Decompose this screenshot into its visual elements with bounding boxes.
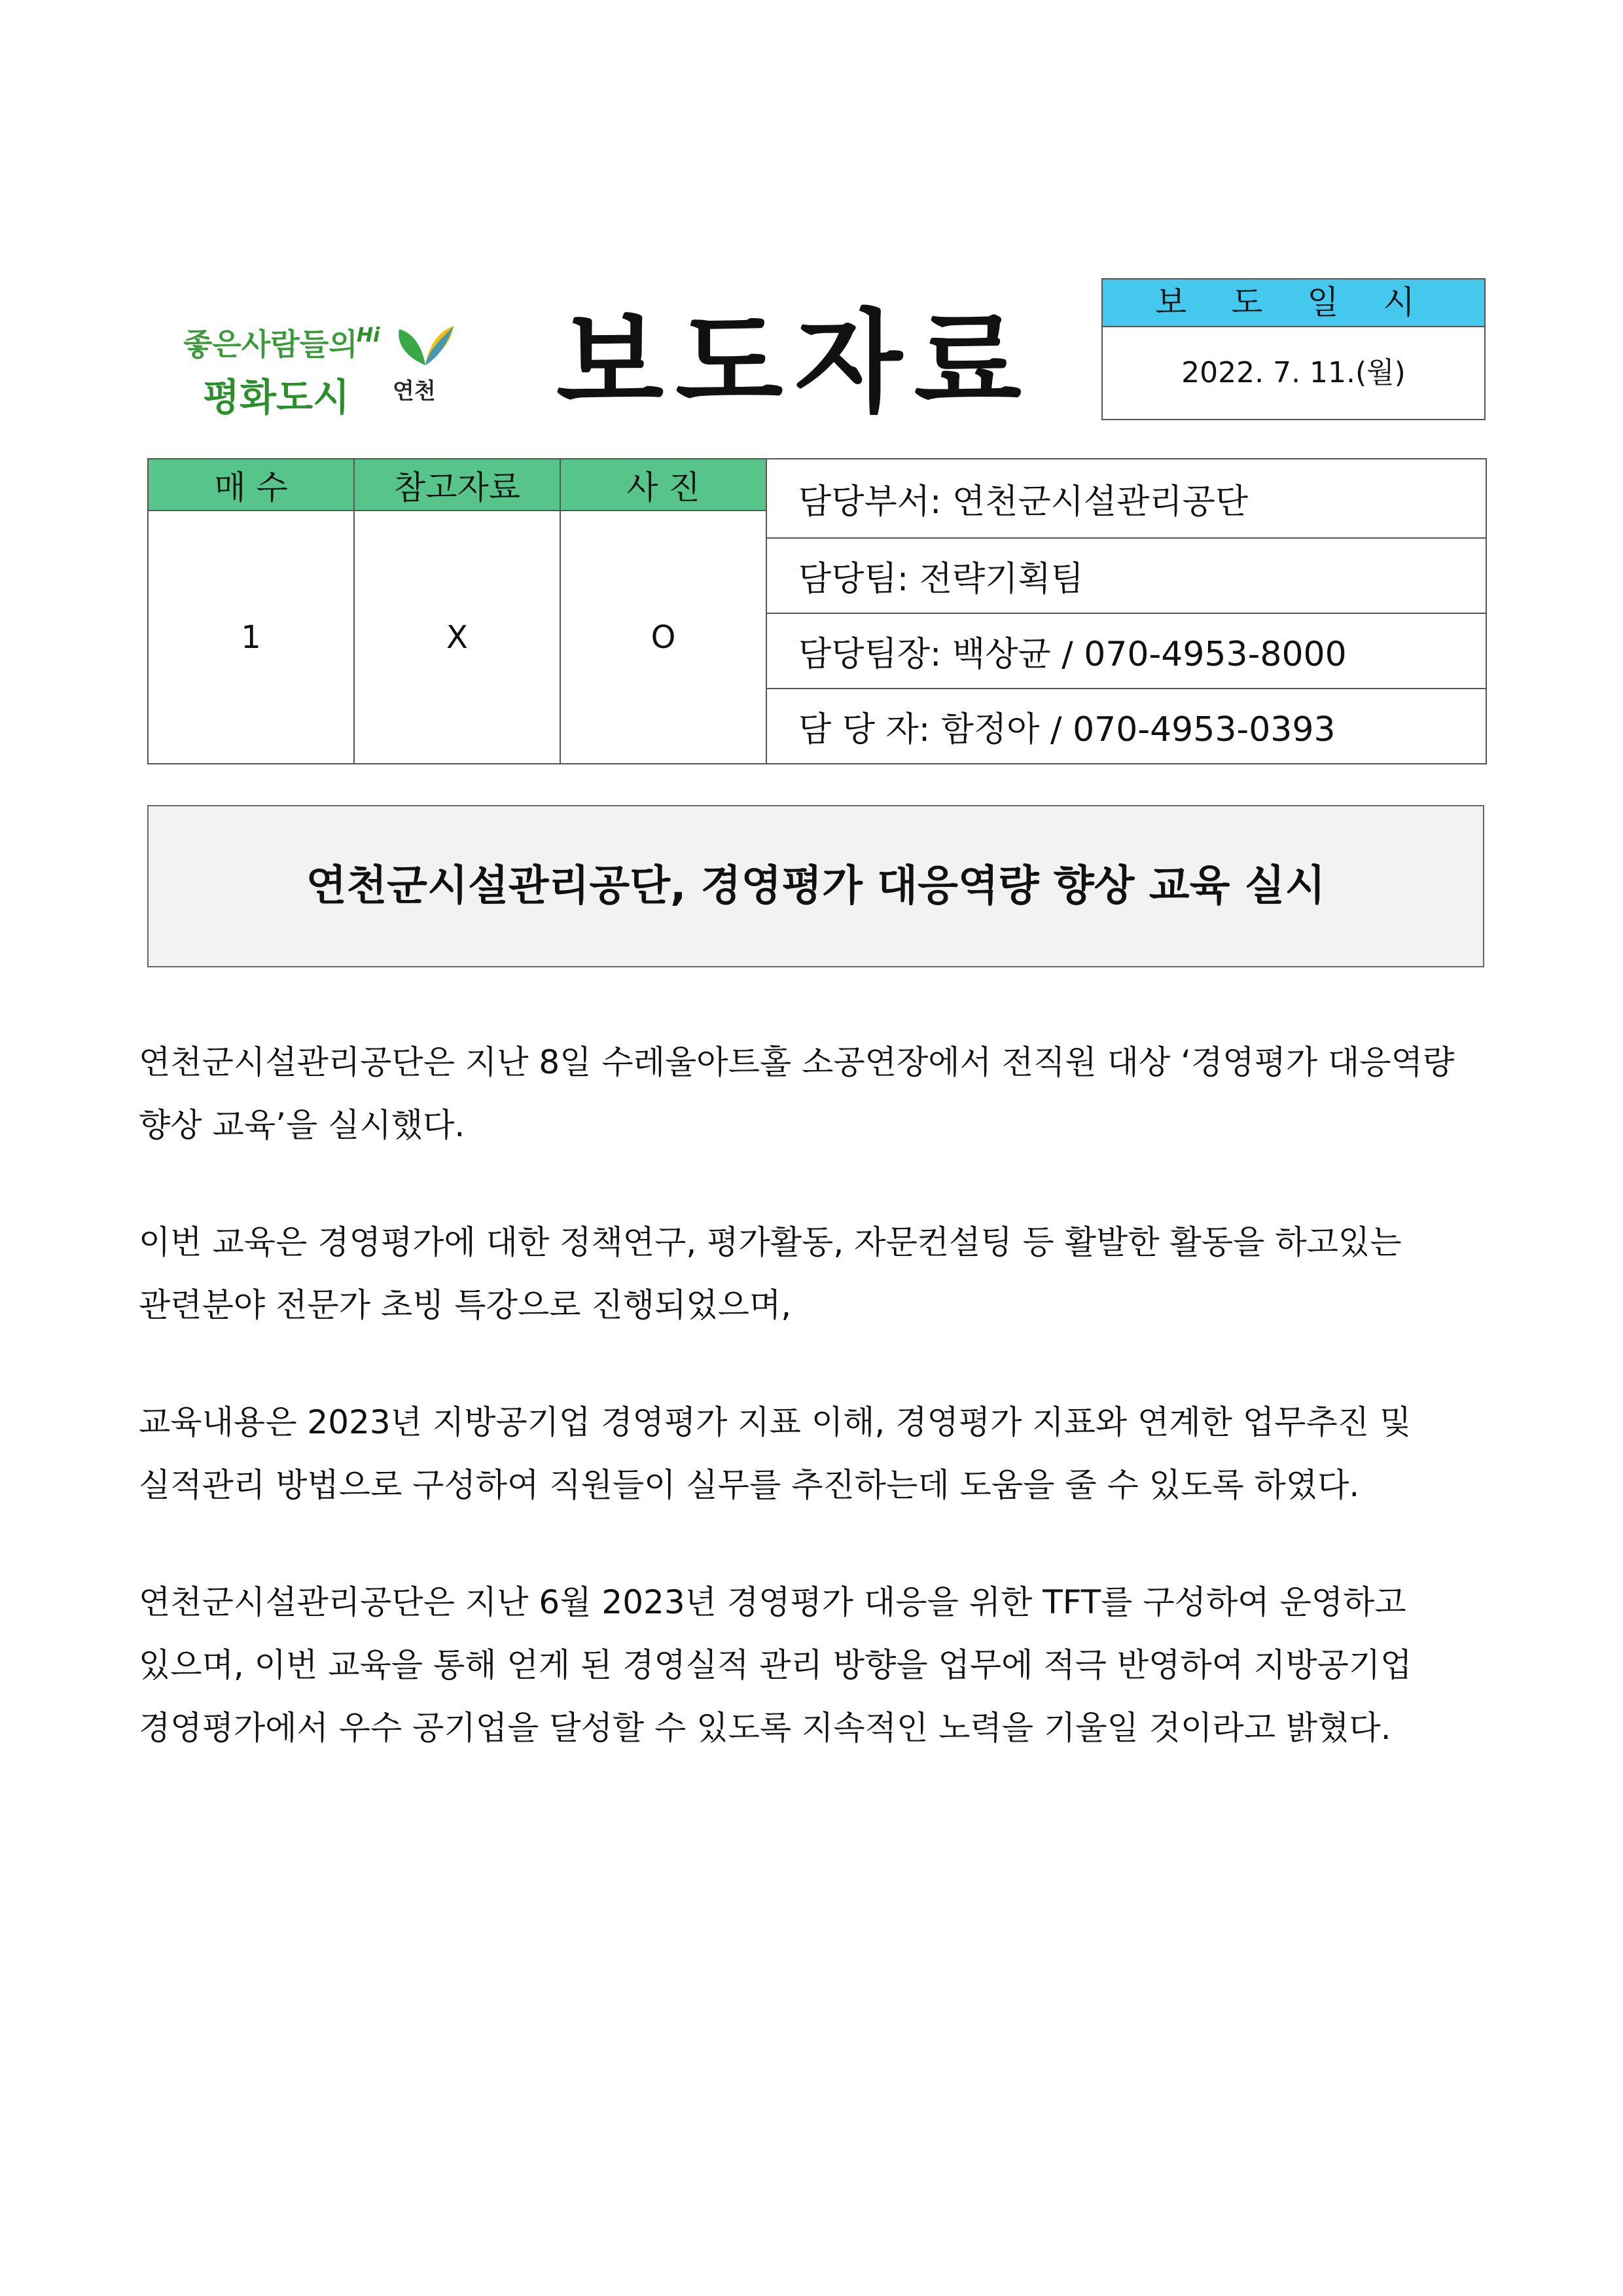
header-reference: 참고자료 [354, 459, 560, 511]
logo-peace-city: 평화도시 [203, 375, 350, 420]
paragraph-3 [139, 1391, 1487, 1516]
paragraph-line: 이번 교육은 경영평가에 대한 정책연구, 평가활동, 자문컨설팅 등 활발한 활동을 하고있는 [139, 1223, 1402, 1261]
value-photo: O [560, 511, 766, 764]
release-date-value: 2022. 7. 11.(월) [1181, 356, 1406, 389]
header-page-count: 매 수 [148, 459, 354, 511]
contact-person: 담 당 자: 함정아 / 070-4953-0393 [766, 689, 1486, 764]
logo-slogan [183, 321, 358, 364]
paragraph-line: 관련분야 전문가 초빙 특강으로 진행되었으며, [139, 1286, 792, 1324]
logo-slogan-text: 좋은사람들의 [183, 327, 358, 362]
logo-hi: Hi [357, 324, 380, 347]
value-page-count: 1 [148, 511, 354, 764]
paragraph-1 [139, 1031, 1487, 1157]
paragraph-line: 실적관리 방법으로 구성하여 직원들이 실무를 추진하는데 도움을 줄 수 있도록 하였다. [139, 1466, 1360, 1504]
butterfly-icon [389, 319, 461, 372]
paragraph-line: 경영평가에서 우수 공기업을 달성할 수 있도록 지속적인 노력을 기울일 것이라고 밝혔다. [139, 1709, 1391, 1747]
paragraph-line: 연천군시설관리공단은 지난 6월 2023년 경영평가 대응을 위한 TFT를 구성하여 운영하고 [139, 1583, 1406, 1621]
release-date-box [1101, 278, 1486, 420]
header-photo: 사 진 [560, 459, 766, 511]
city-logo [177, 314, 465, 425]
contact-department: 담당부서: 연천군시설관리공단 [766, 459, 1486, 538]
release-date-label: 보 도 일 시 [1103, 279, 1484, 327]
contact-team-leader: 담당팀장: 백상균 / 070-4953-8000 [766, 613, 1486, 689]
value-reference: X [354, 511, 560, 764]
contact-team: 담당팀: 전략기획팀 [766, 538, 1486, 613]
paragraph-4 [139, 1571, 1487, 1759]
paragraph-line: 연천군시설관리공단은 지난 8일 수레울아트홀 소공연장에서 전직원 대상 ‘경영평가 대응역량 [139, 1043, 1455, 1081]
paragraph-2 [139, 1211, 1487, 1336]
headline: 연천군시설관리공단, 경영평가 대응역량 향상 교육 실시 [147, 805, 1484, 967]
paragraph-line: 향상 교육’을 실시했다. [139, 1106, 465, 1144]
info-table [147, 458, 1487, 764]
paragraph-line: 교육내용은 2023년 지방공기업 경영평가 지표 이해, 경영평가 지표와 연계한 업무추진 및 [139, 1403, 1412, 1441]
paragraph-line: 있으며, 이번 교육을 통해 얻게 된 경영실적 관리 방향을 업무에 적극 반영하여 지방공기업 [139, 1646, 1412, 1684]
logo-city-name: 연천 [393, 378, 436, 404]
page-title: 보도자료 [556, 298, 1033, 428]
